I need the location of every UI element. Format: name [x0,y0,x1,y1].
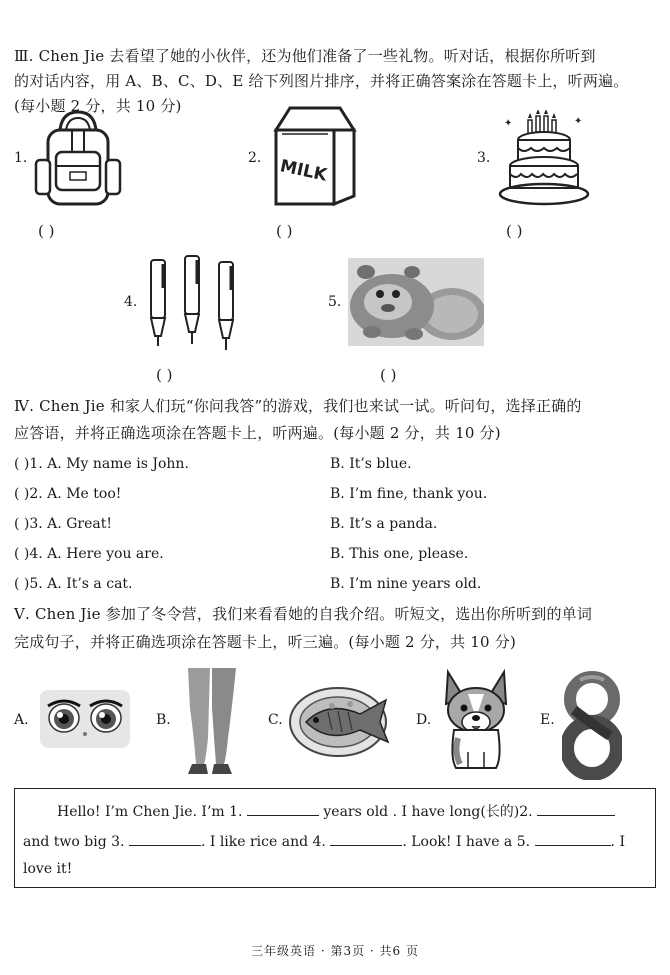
fish-dish-image [288,680,392,760]
number-eight-image [562,670,622,780]
question-3-option-a: ( )3. A. Great! [14,516,112,532]
milk-label: MILK [278,156,329,186]
passage-box [14,788,656,888]
svg-text:✦: ✦ [574,116,583,127]
eyes-image [36,688,134,750]
svg-text:✦: ✦ [504,118,513,129]
blank-4[interactable] [330,831,402,846]
section5-line1: Ⅴ. Chen Jie 参加了冬令营，我们来看看她的自我介绍。听短文，选出你所听到的单词 [14,605,593,623]
legs-image [180,668,242,778]
pens-image [142,254,242,354]
item-number-5: 5. [328,294,342,310]
passage-line-1b: years old . I have long(长的)2. [323,804,533,820]
question-5-option-a: ( )5. A. It’s a cat. [14,576,133,592]
answer-paren-1: ( ) [38,222,55,240]
question-4-option-a: ( )4. A. Here you are. [14,546,164,562]
option-letter-c: C. [268,712,283,728]
option-letter-a: A. [14,712,29,728]
question-4-option-b: B. This one, please. [330,546,469,562]
passage-line-2 [23,831,625,850]
passage-line-2d: . I [610,834,625,850]
blank-3[interactable] [129,831,201,846]
section4-line2: 应答语，并将正确选项涂在答题卡上，听两遍。(每小题 2 分，共 10 分) [14,424,501,442]
question-2-option-b: B. I’m fine, thank you. [330,486,488,502]
passage-line-1a: Hello! I’m Chen Jie. I’m 1. [57,804,243,820]
item-number-4: 4. [124,294,138,310]
question-5-option-b: B. I’m nine years old. [330,576,482,592]
section3-line1: Ⅲ. Chen Jie 去看望了她的小伙伴，还为他们准备了一些礼物。听对话，根据你所听到 [14,47,596,65]
option-letter-b: B. [156,712,171,728]
passage-line-2c: . Look! I have a 5. [402,834,531,850]
food-plates-image [348,258,484,346]
blank-1[interactable] [247,801,319,816]
question-1-option-a: ( )1. A. My name is John. [14,456,189,472]
section3-line2: 的对话内容，用 A、B、C、D、E 给下列图片排序，并将正确答案涂在答题卡上，听两遍。 [14,72,629,90]
passage-line-1 [57,801,615,821]
answer-paren-2: ( ) [276,222,293,240]
section3-line3: (每小题 2 分，共 10 分) [14,97,182,115]
item-number-1: 1. [14,150,28,166]
backpack-image [32,108,124,208]
milk-carton-image [268,104,358,208]
option-letter-e: E. [540,712,555,728]
birthday-cake-image [498,110,590,210]
question-1-option-b: B. It’s blue. [330,456,412,472]
option-letter-d: D. [416,712,432,728]
section5-line2: 完成句子，并将正确选项涂在答题卡上，听三遍。(每小题 2 分，共 10 分) [14,633,517,651]
section4-line1: Ⅳ. Chen Jie 和家人们玩“你问我答”的游戏，我们也来试一试。听问句，选择正确的 [14,397,582,415]
blank-2[interactable] [537,801,615,816]
question-3-option-b: B. It’s a panda. [330,516,438,532]
dog-image [438,668,514,774]
passage-line-2a: and two big 3. [23,834,125,850]
answer-paren-3: ( ) [506,222,523,240]
blank-5[interactable] [535,831,611,846]
page-footer: 三年级英语 · 第3页 · 共6 页 [251,944,419,958]
answer-paren-4: ( ) [156,366,173,384]
passage-line-2b: . I like rice and 4. [200,834,326,850]
item-number-2: 2. [248,150,262,166]
question-2-option-a: ( )2. A. Me too! [14,486,122,502]
answer-paren-5: ( ) [380,366,397,384]
item-number-3: 3. [477,150,491,166]
passage-line-3: love it! [23,861,73,877]
